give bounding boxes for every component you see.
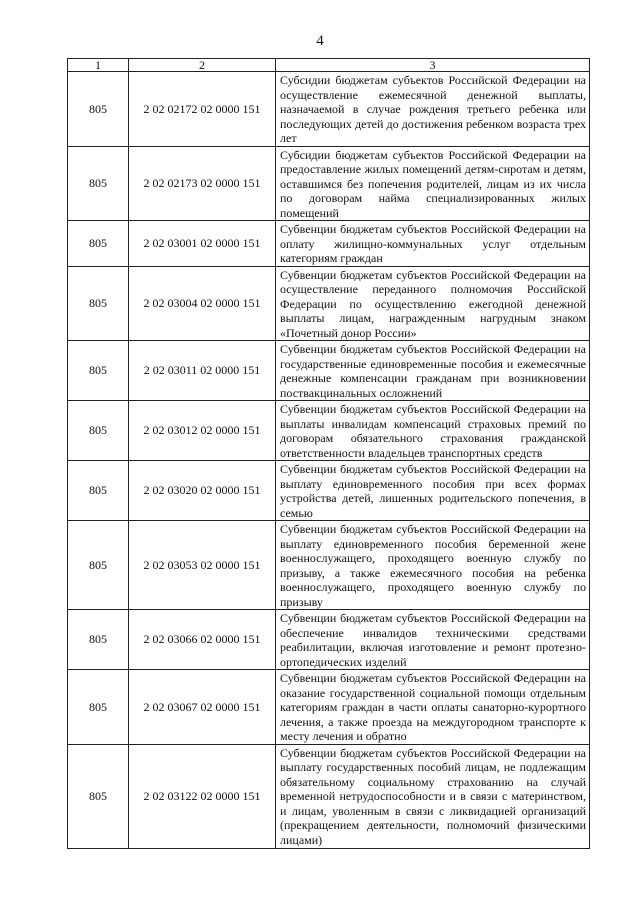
admin-code-cell: 805 [68, 401, 129, 461]
description-cell: Субвенции бюджетам субъектов Российской Федерации на государственные единовременные пособия и ежемесячные денежные компенсации гражданам при возникновении поствакцинальных осложнений [276, 341, 590, 401]
admin-code-cell: 805 [68, 266, 129, 341]
budget-code-cell: 2 02 03011 02 0000 151 [129, 341, 276, 401]
table-row [68, 266, 590, 341]
description-cell: Субвенции бюджетам субъектов Российской Федерации на выплату государственных пособий лицам, не подлежащим обязательному социальному страхованию на случай временной нетрудоспособности и в связи с материнством, и лицам, уволенным в связи с ликвидацией организаций (прекращением деятельности, полномочий физическими лицами) [276, 744, 590, 848]
column-header-2: 2 [129, 59, 276, 72]
table-row [68, 341, 590, 401]
budget-code-cell: 2 02 03012 02 0000 151 [129, 401, 276, 461]
budget-codes-table [67, 58, 590, 849]
budget-code-cell: 2 02 03004 02 0000 151 [129, 266, 276, 341]
budget-code-cell: 2 02 02173 02 0000 151 [129, 146, 276, 221]
table-row [68, 744, 590, 848]
table-row [68, 461, 590, 521]
description-cell: Субвенции бюджетам субъектов Российской Федерации на выплаты инвалидам компенсаций страховых премий по договорам обязательного страхования гражданской ответственности владельцев транспортных средств [276, 401, 590, 461]
table-row [68, 521, 590, 610]
table-row [68, 670, 590, 745]
description-cell: Субсидии бюджетам субъектов Российской Федерации на осуществление ежемесячной денежной выплаты, назначаемой в случае рождения третьего ребенка или последующих детей до достижения ребенком возраста трех лет [276, 72, 590, 147]
admin-code-cell: 805 [68, 72, 129, 147]
table-row [68, 401, 590, 461]
table-row [68, 610, 590, 670]
budget-code-cell: 2 02 02172 02 0000 151 [129, 72, 276, 147]
description-cell: Субвенции бюджетам субъектов Российской Федерации на выплату единовременного пособия при всех формах устройства детей, лишенных родительского попечения, в семью [276, 461, 590, 521]
admin-code-cell: 805 [68, 670, 129, 745]
description-cell: Субсидии бюджетам субъектов Российской Федерации на предоставление жилых помещений детям-сиротам и детям, оставшимся без попечения родителей, лицам из их числа по договорам найма специализированных жилых помещений [276, 146, 590, 221]
admin-code-cell: 805 [68, 461, 129, 521]
page-number: 4 [316, 33, 324, 49]
table-row [68, 146, 590, 221]
budget-code-cell: 2 02 03122 02 0000 151 [129, 744, 276, 848]
table-row [68, 72, 590, 147]
table-row [68, 221, 590, 267]
description-cell: Субвенции бюджетам субъектов Российской Федерации на оказание государственной социальной помощи отдельным категориям граждан в части оплаты санаторно-курортного лечения, а также проезда на междугородном транспорте к месту лечения и обратно [276, 670, 590, 745]
table-header-row [68, 59, 590, 72]
admin-code-cell: 805 [68, 744, 129, 848]
admin-code-cell: 805 [68, 146, 129, 221]
description-cell: Субвенции бюджетам субъектов Российской Федерации на обеспечение инвалидов техническими средствами реабилитации, включая изготовление и ремонт протезно-ортопедических изделий [276, 610, 590, 670]
budget-code-cell: 2 02 03020 02 0000 151 [129, 461, 276, 521]
budget-code-cell: 2 02 03066 02 0000 151 [129, 610, 276, 670]
column-header-3: 3 [276, 59, 590, 72]
column-header-1: 1 [68, 59, 129, 72]
budget-code-cell: 2 02 03053 02 0000 151 [129, 521, 276, 610]
description-cell: Субвенции бюджетам субъектов Российской Федерации на осуществление переданного полномочия Российской Федерации по осуществлению ежегодной денежной выплаты лицам, награжденным нагрудным знаком «Почетный донор России» [276, 266, 590, 341]
description-cell: Субвенции бюджетам субъектов Российской Федерации на выплату единовременного пособия беременной жене военнослужащего, проходящего военную службу по призыву, а также ежемесячного пособия на ребенка военнослужащего, проходящего военную службу по призыву [276, 521, 590, 610]
budget-code-cell: 2 02 03001 02 0000 151 [129, 221, 276, 267]
description-cell: Субвенции бюджетам субъектов Российской Федерации на оплату жилищно-коммунальных услуг отдельным категориям граждан [276, 221, 590, 267]
admin-code-cell: 805 [68, 610, 129, 670]
budget-code-cell: 2 02 03067 02 0000 151 [129, 670, 276, 745]
admin-code-cell: 805 [68, 521, 129, 610]
admin-code-cell: 805 [68, 221, 129, 267]
admin-code-cell: 805 [68, 341, 129, 401]
